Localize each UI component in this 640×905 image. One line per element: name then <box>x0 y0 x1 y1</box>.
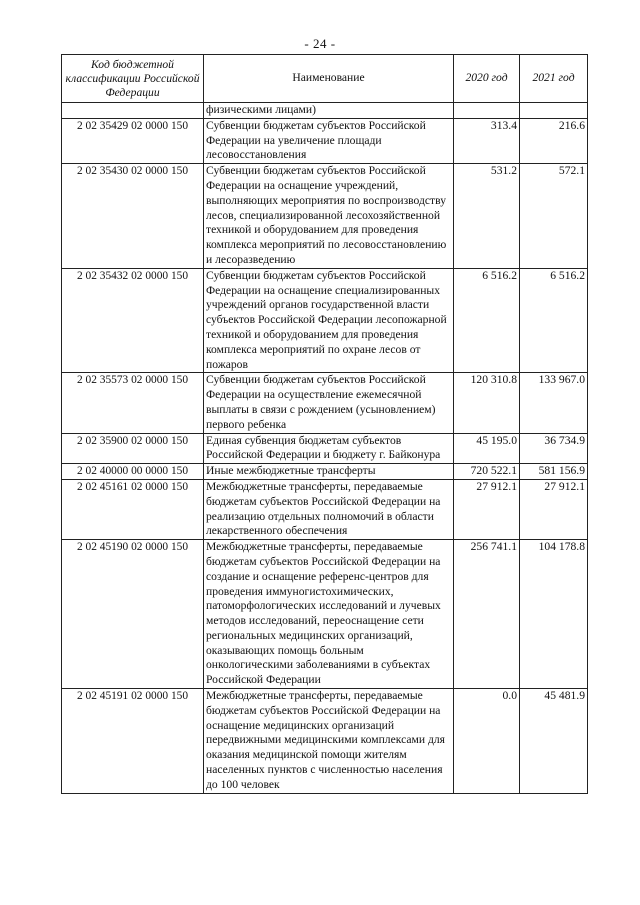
row-code: 2 02 35432 02 0000 150 <box>62 268 204 373</box>
table-row <box>62 464 588 480</box>
continuation-row <box>62 103 588 119</box>
row-value-2021: 133 967.0 <box>520 373 588 433</box>
row-value-2021: 36 734.9 <box>520 433 588 464</box>
row-name: Единая субвенция бюджетам субъектов Российской Федерации и бюджету г. Байконура <box>204 433 454 464</box>
header-code: Код бюджетной классификации Российской Федерации <box>62 55 204 103</box>
row-code: 2 02 35430 02 0000 150 <box>62 164 204 269</box>
row-code: 2 02 45190 02 0000 150 <box>62 540 204 689</box>
row-code: 2 02 35900 02 0000 150 <box>62 433 204 464</box>
row-code: 2 02 45191 02 0000 150 <box>62 689 204 794</box>
continuation-code <box>62 103 204 119</box>
row-value-2020: 6 516.2 <box>454 268 520 373</box>
table-row <box>62 479 588 539</box>
row-value-2021: 6 516.2 <box>520 268 588 373</box>
row-value-2020: 256 741.1 <box>454 540 520 689</box>
row-name: Субвенции бюджетам субъектов Российской Федерации на осуществление ежемесячной выплаты в связи с рождением (усыновлением) первого ребенка <box>204 373 454 433</box>
row-value-2020: 531.2 <box>454 164 520 269</box>
row-name: Субвенции бюджетам субъектов Российской Федерации на увеличение площади лесовосстановления <box>204 118 454 163</box>
row-value-2021: 45 481.9 <box>520 689 588 794</box>
row-value-2021: 581 156.9 <box>520 464 588 480</box>
table-row <box>62 540 588 689</box>
row-value-2020: 0.0 <box>454 689 520 794</box>
header-name: Наименование <box>204 55 454 103</box>
row-code: 2 02 35429 02 0000 150 <box>62 118 204 163</box>
budget-table <box>61 54 588 794</box>
table-row <box>62 373 588 433</box>
row-name: Субвенции бюджетам субъектов Российской Федерации на оснащение учреждений, выполняющих мероприятия по воспроизводству лесов, специализированной лесохозяйственной техникой и оборудованием для проведения комплекса мероприятий по лесовосстановлению и лесоразведению <box>204 164 454 269</box>
table-header-row <box>62 55 588 103</box>
row-name: Межбюджетные трансферты, передаваемые бюджетам субъектов Российской Федерации на создание и оснащение референс-центров для проведения иммуногистохимических, патоморфологических исследований и лучевых методов исследований, переоснащение сети региональных медицинских организаций, оказывающих помощь больным онкологическими заболеваниями в субъектах Российской Федерации <box>204 540 454 689</box>
row-code: 2 02 40000 00 0000 150 <box>62 464 204 480</box>
table-row <box>62 118 588 163</box>
row-code: 2 02 35573 02 0000 150 <box>62 373 204 433</box>
row-value-2020: 313.4 <box>454 118 520 163</box>
row-value-2020: 27 912.1 <box>454 479 520 539</box>
table-row <box>62 164 588 269</box>
row-value-2020: 45 195.0 <box>454 433 520 464</box>
continuation-2021 <box>520 103 588 119</box>
row-value-2021: 572.1 <box>520 164 588 269</box>
page-number: - 24 - <box>304 36 336 51</box>
row-value-2021: 216.6 <box>520 118 588 163</box>
row-code: 2 02 45161 02 0000 150 <box>62 479 204 539</box>
row-name: Межбюджетные трансферты, передаваемые бюджетам субъектов Российской Федерации на реализацию отдельных полномочий в области лекарственного обеспечения <box>204 479 454 539</box>
row-name: Иные межбюджетные трансферты <box>204 464 454 480</box>
table-row <box>62 268 588 373</box>
header-year-2021: 2021 год <box>520 55 588 103</box>
continuation-text: физическими лицами) <box>204 103 454 119</box>
table-row <box>62 433 588 464</box>
row-value-2020: 120 310.8 <box>454 373 520 433</box>
row-value-2020: 720 522.1 <box>454 464 520 480</box>
row-name: Субвенции бюджетам субъектов Российской Федерации на оснащение специализированных учреждений органов государственной власти субъектов Российской Федерации лесопожарной техникой и оборудованием для проведения комплекса мероприятий по охране лесов от пожаров <box>204 268 454 373</box>
row-value-2021: 104 178.8 <box>520 540 588 689</box>
continuation-2020 <box>454 103 520 119</box>
header-year-2020: 2020 год <box>454 55 520 103</box>
table-row <box>62 689 588 794</box>
row-name: Межбюджетные трансферты, передаваемые бюджетам субъектов Российской Федерации на оснащение медицинских организаций передвижными медицинскими комплексами для оказания медицинской помощи жителям населенных пунктов с численностью населения до 100 человек <box>204 689 454 794</box>
row-value-2021: 27 912.1 <box>520 479 588 539</box>
